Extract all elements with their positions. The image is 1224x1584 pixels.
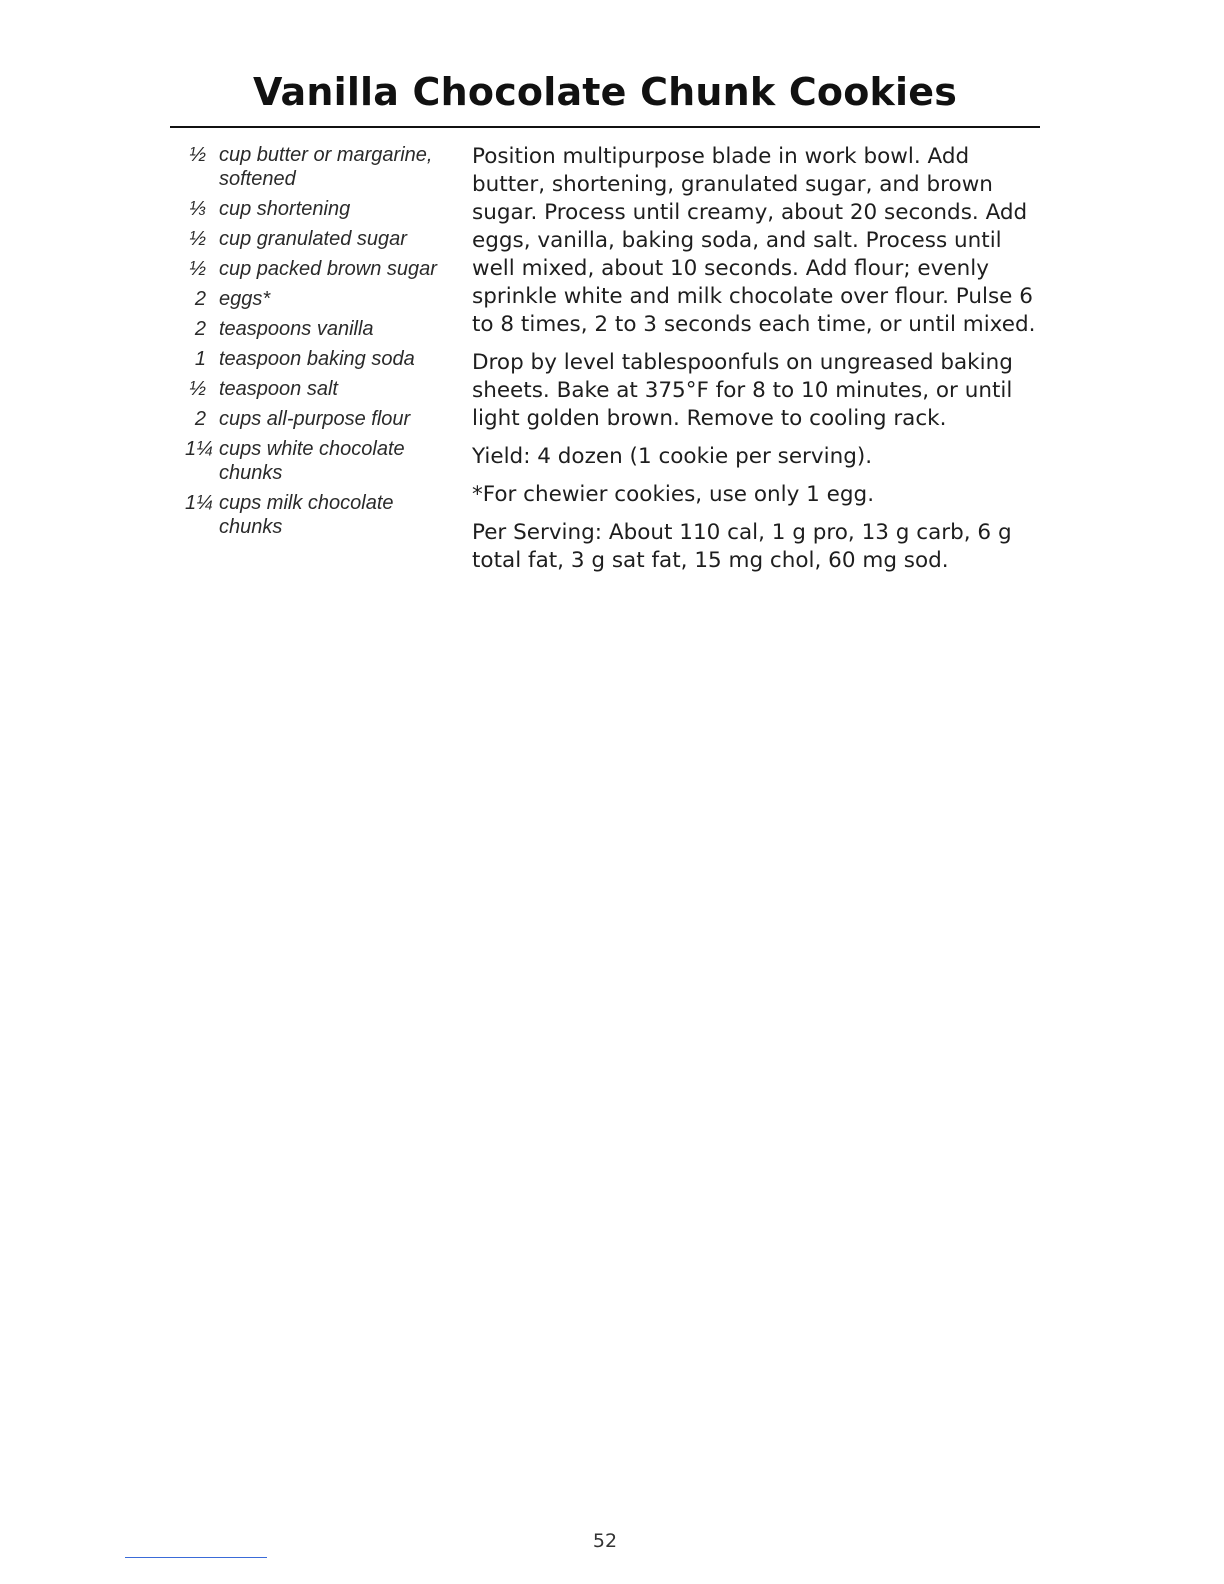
ingredient-quantity: ⅓ [189,198,206,220]
ingredient-name: cup butter or margarine, softened [219,144,433,190]
directions-step-bake: Drop by level tablespoonfuls on ungreased baking sheets. Bake at 375°F for 8 to 10 minutes, or until light golden brown. Remove to cooling rack. [472,350,1013,431]
directions [472,143,1037,585]
ingredient-name: cup shortening [219,198,351,220]
ingredient-item [185,197,460,221]
ingredient-name: teaspoons vanilla [219,318,374,340]
ingredient-item [185,491,460,539]
ingredient-quantity: 1¼ [185,492,213,514]
ingredient-name: cup packed brown sugar [219,258,437,280]
ingredient-item [185,377,460,401]
directions-step-mix: Position multipurpose blade in work bowl. Add butter, shortening, granulated sugar, and brown sugar. Process until creamy, about 20 seconds. Add eggs, vanilla, baking soda, and salt. Process until well mixed, about 10 seconds. Add flour; evenly sprinkle white and milk chocolate over flour. Pulse 6 to 8 times, 2 to 3 seconds each time, or until mixed. [472,144,1036,337]
ingredient-quantity: ½ [189,228,206,250]
nutrition-info: Per Serving: About 110 cal, 1 g pro, 13 g carb, 6 g total fat, 3 g sat fat, 15 mg chol, 60 mg sod. [472,520,1012,573]
recipe-yield: Yield: 4 dozen (1 cookie per serving). [472,444,873,469]
ingredient-name: teaspoon baking soda [219,348,415,370]
ingredient-name: teaspoon salt [219,378,338,400]
ingredient-name: cup granulated sugar [219,228,407,250]
ingredient-list [185,143,460,545]
page-number: 52 [592,1530,618,1552]
ingredient-quantity: ½ [189,378,206,400]
ingredient-item [185,317,460,341]
ingredient-item [185,227,460,251]
recipe-title: Vanilla Chocolate Chunk Cookies [252,70,958,114]
ingredient-item [185,407,460,431]
ingredient-item [185,143,460,191]
ingredient-item [185,347,460,371]
ingredient-name: cups white chocolate chunks [219,438,405,484]
ingredient-name: eggs* [219,288,271,310]
ingredient-quantity: ½ [189,144,206,166]
footer-rule [125,1557,267,1558]
ingredient-name: cups all-purpose flour [219,408,411,430]
ingredient-item [185,437,460,485]
ingredient-quantity: ½ [189,258,206,280]
recipe-footnote: *For chewier cookies, use only 1 egg. [472,482,875,507]
ingredient-quantity: 1 [194,348,206,370]
ingredient-quantity: 2 [194,318,206,340]
ingredient-item [185,257,460,281]
ingredient-quantity: 2 [194,408,206,430]
ingredient-quantity: 1¼ [185,438,213,460]
title-divider [170,126,1040,128]
ingredient-item [185,287,460,311]
ingredient-name: cups milk chocolate chunks [219,492,394,538]
ingredient-quantity: 2 [194,288,206,310]
